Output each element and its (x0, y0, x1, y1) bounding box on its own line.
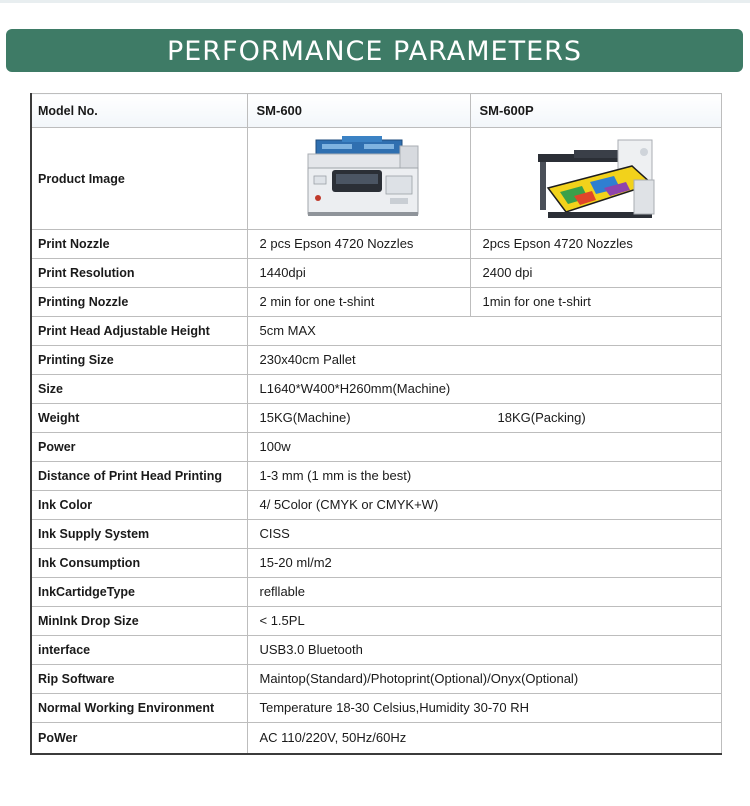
row-label: Weight (31, 404, 247, 433)
table-row (31, 520, 721, 549)
product-image-row (31, 128, 721, 230)
table-row (31, 317, 721, 346)
row-value: Maintop(Standard)/Photoprint(Optional)/Onyx(Optional) (247, 665, 721, 694)
printer-sm600p-icon (534, 136, 664, 222)
row-value: 5cm MAX (247, 317, 721, 346)
row-label: MinInk Drop Size (31, 607, 247, 636)
model-sm600p: SM-600P (470, 94, 721, 128)
row-value: < 1.5PL (247, 607, 721, 636)
table-row (31, 288, 721, 317)
table-header-row (31, 94, 721, 128)
table-row (31, 578, 721, 607)
top-divider (0, 0, 750, 3)
page-title: PERFORMANCE PARAMETERS (6, 29, 743, 72)
row-label: Ink Consumption (31, 549, 247, 578)
row-label: Size (31, 375, 247, 404)
row-value: 1440dpi (247, 259, 470, 288)
row-label: interface (31, 636, 247, 665)
row-label: Printing Nozzle (31, 288, 247, 317)
row-label: Printing Size (31, 346, 247, 375)
table-row (31, 346, 721, 375)
row-label: Print Resolution (31, 259, 247, 288)
table-row (31, 549, 721, 578)
row-label: Model No. (31, 94, 247, 128)
spec-table (30, 93, 722, 755)
table-row (31, 607, 721, 636)
row-value: 2 pcs Epson 4720 Nozzles (247, 230, 470, 259)
weight-machine: 15KG(Machine) (259, 410, 351, 425)
row-value: AC 110/220V, 50Hz/60Hz (247, 723, 721, 755)
row-value: 4/ 5Color (CMYK or CMYK+W) (247, 491, 721, 520)
row-label: Product Image (31, 128, 247, 230)
row-label: Power (31, 433, 247, 462)
row-value: 1-3 mm (1 mm is the best) (247, 462, 721, 491)
row-label: Distance of Print Head Printing (31, 462, 247, 491)
table-row (31, 694, 721, 723)
weight-packing: 18KG(Packing) (497, 410, 586, 425)
table-row (31, 723, 721, 755)
row-label: InkCartidgeType (31, 578, 247, 607)
table-row (31, 491, 721, 520)
row-value: USB3.0 Bluetooth (247, 636, 721, 665)
table-row (31, 636, 721, 665)
row-label: Normal Working Environment (31, 694, 247, 723)
row-label: Ink Color (31, 491, 247, 520)
row-label: Print Head Adjustable Height (31, 317, 247, 346)
row-value: L1640*W400*H260mm(Machine) (247, 375, 721, 404)
table-row (31, 462, 721, 491)
row-value: 2400 dpi (470, 259, 721, 288)
product-image-cell (247, 128, 470, 230)
row-value: 2 min for one t-shint (247, 288, 470, 317)
table-row (31, 665, 721, 694)
row-value: Temperature 18-30 Celsius,Humidity 30-70 RH (247, 694, 721, 723)
table-row (31, 230, 721, 259)
product-image-cell (470, 128, 721, 230)
row-label: Ink Supply System (31, 520, 247, 549)
table-row (31, 404, 721, 433)
row-value: 100w (247, 433, 721, 462)
row-value: 2pcs Epson 4720 Nozzles (470, 230, 721, 259)
row-value: 1min for one t-shirt (470, 288, 721, 317)
row-value: CISS (247, 520, 721, 549)
row-label: PoWer (31, 723, 247, 755)
row-value: 15-20 ml/m2 (247, 549, 721, 578)
table-row (31, 259, 721, 288)
weight-value (247, 404, 721, 433)
row-value: 230x40cm Pallet (247, 346, 721, 375)
table-row (31, 433, 721, 462)
row-label: Rip Software (31, 665, 247, 694)
printer-sm600-icon (302, 136, 422, 222)
row-label: Print Nozzle (31, 230, 247, 259)
model-sm600: SM-600 (247, 94, 470, 128)
row-value: refllable (247, 578, 721, 607)
table-row (31, 375, 721, 404)
